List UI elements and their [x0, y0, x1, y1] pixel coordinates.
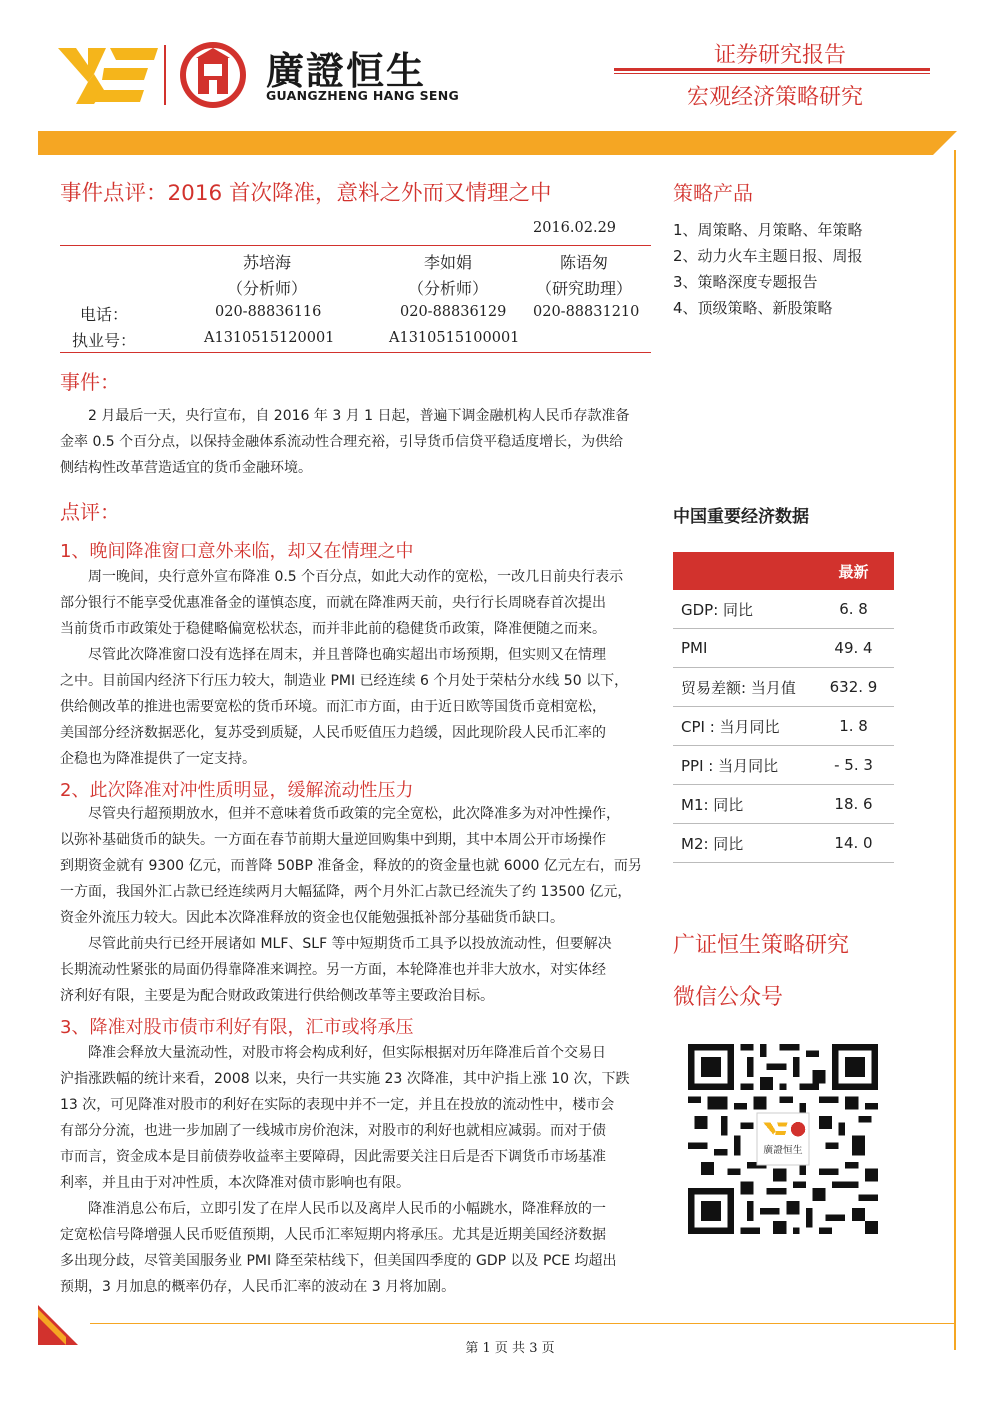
report-date: 2016.02.29	[533, 220, 617, 236]
section-2-paragraph-2	[60, 931, 654, 1009]
indicator-name: PMI	[673, 629, 813, 668]
text-line: 预期，3 月加息的概率仍存，人民币汇率的波动在 3 月将加剧。	[60, 1279, 456, 1295]
eco-data-table	[673, 552, 894, 863]
event-heading: 事件：	[60, 370, 120, 394]
analyst-role: （分析师）	[407, 279, 488, 298]
text-line: 有部分分流，也进一步加剧了一线城市房价泡沫，对股市的利好也就相应减弱。而对于债	[60, 1123, 606, 1139]
section-3-title: 3、降准对股市债市利好有限，汇市或将承压	[60, 1017, 414, 1038]
indicator-name: GDP: 同比	[673, 590, 813, 629]
text-line: 利率，并且由于对冲性质，本次降准对债市影响也有限。	[60, 1175, 410, 1191]
analyst-phone: 020-88836116	[215, 304, 322, 320]
text-line: 企稳也为降准提供了一定支持。	[60, 751, 256, 767]
section-3-paragraph-1	[60, 1040, 654, 1196]
eco-data-heading: 中国重要经济数据	[673, 507, 809, 527]
indicator-name: CPI : 当月同比	[673, 707, 813, 746]
analyst-license: A1310515120001	[204, 330, 335, 346]
product-item: 4、顶级策略、新股策略	[673, 299, 833, 317]
section-2-paragraph-1	[60, 801, 654, 931]
wechat-title: 广证恒生策略研究	[673, 933, 850, 958]
indicator-value: 632. 9	[813, 668, 894, 707]
event-paragraph	[60, 403, 654, 481]
text-line: 供给侧改革的推进也需要宽松的货币环境。而汇市方面，由于近日欧等国货币竟相宽松，	[60, 699, 606, 715]
wechat-subtitle: 微信公众号	[673, 985, 784, 1010]
analyst-name: 陈语匆	[559, 253, 608, 272]
table-header-row	[673, 552, 894, 590]
indicator-value: - 5. 3	[813, 746, 894, 785]
brand-logo-mark-icon	[58, 44, 158, 106]
text-line: 多出现分歧，尽管美国服务业 PMI 降至荣枯线下，但美国四季度的 GDP 以及 PCE 均超出	[60, 1253, 617, 1269]
text-line: 市而言，资金成本是目前债券收益率主要障碍，因此需要关注日后是否下调货币市场基准	[60, 1149, 606, 1165]
text-line: 尽管此前央行已经开展诸如 MLF、SLF 等中短期货币工具予以投放流动性，但要解决	[88, 936, 612, 952]
phone-label: 电话：	[80, 305, 129, 324]
header-rule-thick	[614, 68, 930, 71]
table-row	[673, 668, 894, 707]
text-line: 金率 0.5 个百分点，以保持金融体系流动性合理充裕，引导货币信贷平稳适度增长，为供给	[60, 434, 624, 450]
text-line: 美国部分经济数据恶化，复苏受到质疑，人民币贬值压力趋缓，因此现阶段人民币汇率的	[60, 725, 606, 741]
indicator-name: 贸易差额: 当月值	[673, 668, 813, 707]
indicator-name: M2: 同比	[673, 824, 813, 863]
text-line: 2 月最后一天，央行宣布，自 2016 年 3 月 1 日起，普遍下调金融机构人民币存款准备	[88, 408, 630, 424]
indicator-name: PPI : 当月同比	[673, 746, 813, 785]
indicator-value: 18. 6	[813, 785, 894, 824]
analyst-phone: 020-88831210	[533, 304, 640, 320]
section-3-paragraph-2	[60, 1196, 654, 1300]
product-item: 1、周策略、月策略、年策略	[673, 221, 863, 239]
product-item: 2、动力火车主题日报、周报	[673, 247, 863, 265]
section-2-title: 2、此次降准对冲性质明显，缓解流动性压力	[60, 780, 414, 801]
analyst-name: 苏培海	[242, 253, 291, 272]
analyst-role: （研究助理）	[535, 279, 632, 298]
text-line: 尽管央行超预期放水，但并不意味着货币政策的完全宽松，此次降准多为对冲性操作，	[88, 806, 620, 822]
report-type: 证券研究报告	[713, 43, 846, 68]
text-line: 济利好有限，主要是为配合财政政策进行供给侧改革等主要政治目标。	[60, 988, 494, 1004]
report-title: 事件点评：2016 首次降准，意料之外而又情理之中	[60, 181, 552, 206]
text-line: 长期流动性紧张的局面仍得靠降准来调控。另一方面，本轮降准也并非大放水，对实体经	[60, 962, 606, 978]
text-line: 沪指涨跌幅的统计来看，2008 以来，央行一共实施 23 次降准，其中沪指上涨 10 次，下跌	[60, 1071, 630, 1087]
page-number: 第 1 页 共 3 页	[465, 1341, 555, 1356]
text-line: 定宽松信号降增强人民币贬值预期，人民币汇率短期内将承压。尤其是近期美国经济数据	[60, 1227, 606, 1243]
table-row	[673, 590, 894, 629]
analyst-table-top-rule	[60, 245, 651, 246]
table-row	[673, 785, 894, 824]
table-row	[673, 707, 894, 746]
table-row	[673, 746, 894, 785]
qr-logo-text: 廣證恒生	[763, 1144, 803, 1156]
text-line: 之中。目前国内经济下行压力较大，制造业 PMI 已经连续 6 个月处于荣枯分水线 50 以下，	[60, 673, 629, 689]
section-1-paragraph-2	[60, 642, 654, 772]
text-line: 周一晚间，央行意外宣布降准 0.5 个百分点，如此大动作的宽松，一改几日前央行表示	[88, 569, 624, 585]
header-band	[38, 131, 933, 155]
indicator-value: 14. 0	[813, 824, 894, 863]
footer-corner-icon	[38, 1305, 78, 1345]
products-heading: 策略产品	[673, 181, 753, 205]
text-line: 降准消息公布后，立即引发了在岸人民币以及离岸人民币的小幅跳水，降准释放的一	[88, 1201, 606, 1217]
analyst-phone: 020-88836129	[400, 304, 507, 320]
table-row	[673, 629, 894, 668]
footer-rule	[90, 1323, 955, 1324]
table-header-blank	[673, 552, 813, 590]
text-line: 到期资金就有 9300 亿元，而普降 50BP 准备金，释放的的资金量也就 6000 亿元左右，而另	[60, 858, 642, 874]
indicator-value: 49. 4	[813, 629, 894, 668]
text-line: 当前货币市政策处于稳健略偏宽松状态，而并非此前的稳健货币政策，降准便随之而来。	[60, 621, 606, 637]
text-line: 降准会释放大量流动性，对股市将会构成利好，但实际根据对历年降准后首个交易日	[88, 1045, 606, 1061]
analyst-role: （分析师）	[226, 279, 307, 298]
license-label: 执业号：	[72, 331, 137, 350]
analyst-name: 李如娟	[423, 253, 472, 272]
section-1-title: 1、晚间降准窗口意外来临，却又在情理之中	[60, 541, 414, 562]
qr-code-icon[interactable]	[688, 1044, 878, 1234]
header-rule-thin	[614, 73, 930, 74]
brand-name-cn: 廣證恒生	[266, 49, 427, 93]
table-row	[673, 824, 894, 863]
logo-separator	[164, 45, 166, 105]
text-line: 以弥补基础货币的缺失。一方面在春节前期大量逆回购集中到期，其中本周公开市场操作	[60, 832, 606, 848]
text-line: 一方面，我国外汇占款已经连续两月大幅猛降，两个月外汇占款已经流失了约 13500 亿元，	[60, 884, 632, 900]
analyst-table-bottom-rule	[60, 352, 651, 353]
text-line: 尽管此次降准窗口没有选择在周末，并且普降也确实超出市场预期，但实则又在情理	[88, 647, 606, 663]
text-line: 13 次，可见降准对股市的利好在实际的表现中并不一定，并且在投放的流动性中，楼市会	[60, 1097, 615, 1113]
text-line: 部分银行不能享受优惠准备金的谨慎态度，而就在降准两天前，央行行长周晓春首次提出	[60, 595, 606, 611]
text-line: 资金外流压力较大。因此本次降准释放的资金也仅能勉强抵补部分基础货币缺口。	[60, 910, 564, 926]
section-1-paragraph-1	[60, 564, 654, 642]
report-category: 宏观经济策略研究	[686, 85, 863, 110]
analyst-license: A1310515100001	[389, 330, 520, 346]
brand-name-en: GUANGZHENG HANG SENG	[266, 88, 460, 103]
text-line: 侧结构性改革营造适宜的货币金融环境。	[60, 460, 312, 476]
product-item: 3、策略深度专题报告	[673, 273, 818, 291]
indicator-value: 1. 8	[813, 707, 894, 746]
brand-seal-icon	[178, 40, 248, 110]
indicator-value: 6. 8	[813, 590, 894, 629]
table-header-latest: 最新	[813, 552, 894, 590]
comment-heading: 点评：	[60, 500, 120, 524]
indicator-name: M1: 同比	[673, 785, 813, 824]
right-margin-rule	[954, 150, 956, 1350]
